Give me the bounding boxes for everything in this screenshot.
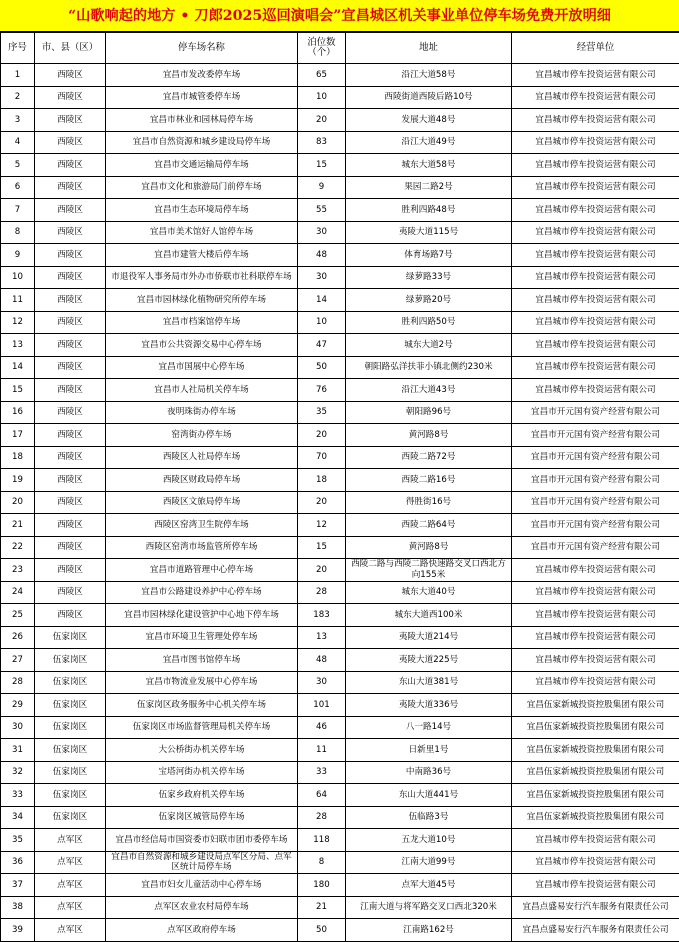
cell-address: 朝阳路96号: [346, 401, 512, 424]
cell-operator: 宜昌城市停车投资运营有限公司: [512, 311, 679, 334]
cell-no: 24: [1, 581, 35, 604]
cell-address: 夷陵大道336号: [346, 694, 512, 717]
table-row: [1, 671, 679, 694]
cell-spaces: 48: [298, 244, 346, 267]
cell-district: 西陵区: [35, 491, 106, 514]
cell-address: 日新里1号: [346, 739, 512, 762]
table-row: [1, 626, 679, 649]
cell-spaces: 20: [298, 109, 346, 132]
cell-name: 宜昌市发改委停车场: [106, 64, 298, 87]
cell-operator: 宜昌城市停车投资运营有限公司: [512, 379, 679, 402]
cell-operator: 宜昌城市停车投资运营有限公司: [512, 874, 679, 897]
cell-name: 宜昌市图书馆停车场: [106, 649, 298, 672]
cell-district: 伍家岗区: [35, 626, 106, 649]
cell-no: 38: [1, 896, 35, 919]
table-row: [1, 739, 679, 762]
table-body: [1, 64, 679, 942]
cell-district: 西陵区: [35, 266, 106, 289]
cell-spaces: 180: [298, 874, 346, 897]
cell-address: 黄河路8号: [346, 424, 512, 447]
cell-spaces: 76: [298, 379, 346, 402]
cell-name: 宜昌市物流业发展中心停车场: [106, 671, 298, 694]
cell-operator: 宜昌伍家新城投资控股集团有限公司: [512, 806, 679, 829]
cell-address: 沿江大道43号: [346, 379, 512, 402]
cell-district: 西陵区: [35, 289, 106, 312]
cell-name: 宜昌市公路建设养护中心停车场: [106, 581, 298, 604]
cell-address: 夷陵大道214号: [346, 626, 512, 649]
cell-name: 西陵区窑湾卫生院停车场: [106, 514, 298, 537]
header-operator: 经营单位: [512, 33, 679, 64]
cell-spaces: 8: [298, 851, 346, 874]
cell-operator: 宜昌市开元国有资产经营有限公司: [512, 424, 679, 447]
cell-name: 点军区政府停车场: [106, 919, 298, 942]
table-row: [1, 604, 679, 627]
table-row: [1, 401, 679, 424]
cell-spaces: 101: [298, 694, 346, 717]
cell-name: 宜昌市林业和园林局停车场: [106, 109, 298, 132]
cell-address: 城东大道40号: [346, 581, 512, 604]
table-row: [1, 806, 679, 829]
cell-operator: 宜昌城市停车投资运营有限公司: [512, 176, 679, 199]
table-row: [1, 514, 679, 537]
header-no: 序号: [1, 33, 35, 64]
table-row: [1, 491, 679, 514]
cell-district: 西陵区: [35, 514, 106, 537]
cell-address: 东山大道381号: [346, 671, 512, 694]
table-row: [1, 86, 679, 109]
cell-no: 35: [1, 829, 35, 852]
cell-operator: 宜昌城市停车投资运营有限公司: [512, 829, 679, 852]
cell-name: 宜昌市环境卫生管理处停车场: [106, 626, 298, 649]
header-name: 停车场名称: [106, 33, 298, 64]
cell-operator: 宜昌城市停车投资运营有限公司: [512, 131, 679, 154]
cell-name: 宜昌市道路管理中心停车场: [106, 559, 298, 582]
cell-operator: 宜昌市开元国有资产经营有限公司: [512, 514, 679, 537]
cell-address: 伍临路3号: [346, 806, 512, 829]
table-row: [1, 356, 679, 379]
cell-address: 东山大道441号: [346, 784, 512, 807]
table-header-row: [1, 33, 679, 64]
cell-name: 宜昌市妇女儿童活动中心停车场: [106, 874, 298, 897]
cell-district: 西陵区: [35, 401, 106, 424]
cell-no: 29: [1, 694, 35, 717]
cell-district: 西陵区: [35, 154, 106, 177]
cell-spaces: 46: [298, 716, 346, 739]
parking-table: [0, 32, 679, 942]
cell-no: 9: [1, 244, 35, 267]
cell-name: 宜昌市园林绿化建设管护中心地下停车场: [106, 604, 298, 627]
cell-district: 伍家岗区: [35, 694, 106, 717]
cell-name: 宜昌市国展中心停车场: [106, 356, 298, 379]
cell-operator: 宜昌城市停车投资运营有限公司: [512, 64, 679, 87]
cell-no: 15: [1, 379, 35, 402]
cell-spaces: 18: [298, 469, 346, 492]
cell-address: 城东大道58号: [346, 154, 512, 177]
cell-name: 宜昌市美术馆好人馆停车场: [106, 221, 298, 244]
cell-no: 18: [1, 446, 35, 469]
cell-name: 宜昌市自然资源和城乡建设局停车场: [106, 131, 298, 154]
cell-name: 宜昌市人社局机关停车场: [106, 379, 298, 402]
table-row: [1, 289, 679, 312]
cell-operator: 宜昌市开元国有资产经营有限公司: [512, 491, 679, 514]
table-row: [1, 851, 679, 874]
cell-spaces: 13: [298, 626, 346, 649]
cell-address: 五龙大道10号: [346, 829, 512, 852]
cell-no: 32: [1, 761, 35, 784]
table-row: [1, 131, 679, 154]
table-row: [1, 784, 679, 807]
cell-spaces: 118: [298, 829, 346, 852]
cell-name: 宜昌市公共资源交易中心停车场: [106, 334, 298, 357]
cell-name: 宜昌市城管委停车场: [106, 86, 298, 109]
cell-no: 33: [1, 784, 35, 807]
cell-spaces: 83: [298, 131, 346, 154]
cell-no: 19: [1, 469, 35, 492]
cell-name: 市退役军人事务局市外办市侨联市社科联停车场: [106, 266, 298, 289]
table-row: [1, 716, 679, 739]
cell-no: 6: [1, 176, 35, 199]
cell-spaces: 47: [298, 334, 346, 357]
cell-no: 8: [1, 221, 35, 244]
cell-no: 36: [1, 851, 35, 874]
cell-spaces: 30: [298, 266, 346, 289]
cell-name: 窑湾街办停车场: [106, 424, 298, 447]
cell-district: 西陵区: [35, 536, 106, 559]
table-row: [1, 311, 679, 334]
cell-no: 20: [1, 491, 35, 514]
cell-operator: 宜昌城市停车投资运营有限公司: [512, 581, 679, 604]
cell-spaces: 21: [298, 896, 346, 919]
cell-operator: 宜昌城市停车投资运营有限公司: [512, 221, 679, 244]
cell-address: 沿江大道49号: [346, 131, 512, 154]
table-row: [1, 244, 679, 267]
table-row: [1, 154, 679, 177]
cell-spaces: 20: [298, 424, 346, 447]
cell-no: 21: [1, 514, 35, 537]
cell-address: 江南路162号: [346, 919, 512, 942]
cell-address: 沿江大道58号: [346, 64, 512, 87]
cell-no: 26: [1, 626, 35, 649]
cell-spaces: 20: [298, 491, 346, 514]
header-address: 地址: [346, 33, 512, 64]
cell-district: 西陵区: [35, 199, 106, 222]
cell-district: 伍家岗区: [35, 649, 106, 672]
cell-operator: 宜昌城市停车投资运营有限公司: [512, 334, 679, 357]
cell-spaces: 64: [298, 784, 346, 807]
cell-spaces: 33: [298, 761, 346, 784]
cell-operator: 宜昌城市停车投资运营有限公司: [512, 289, 679, 312]
cell-operator: 宜昌城市停车投资运营有限公司: [512, 244, 679, 267]
cell-district: 西陵区: [35, 446, 106, 469]
page-title: “山歌响起的地方 • 刀郎2025巡回演唱会”宜昌城区机关事业单位停车场免费开放明细: [0, 0, 679, 32]
cell-address: 西陵街道西陵后路10号: [346, 86, 512, 109]
cell-district: 点军区: [35, 829, 106, 852]
cell-name: 大公桥街办机关停车场: [106, 739, 298, 762]
table-row: [1, 761, 679, 784]
table-row: [1, 896, 679, 919]
cell-no: 28: [1, 671, 35, 694]
cell-no: 12: [1, 311, 35, 334]
cell-district: 伍家岗区: [35, 716, 106, 739]
cell-no: 11: [1, 289, 35, 312]
cell-district: 西陵区: [35, 86, 106, 109]
cell-district: 点军区: [35, 919, 106, 942]
cell-district: 西陵区: [35, 109, 106, 132]
cell-address: 西陵二路72号: [346, 446, 512, 469]
cell-operator: 宜昌市开元国有资产经营有限公司: [512, 401, 679, 424]
cell-name: 伍家岗区政务服务中心机关停车场: [106, 694, 298, 717]
cell-spaces: 50: [298, 356, 346, 379]
cell-name: 宜昌市园林绿化植物研究所停车场: [106, 289, 298, 312]
cell-spaces: 15: [298, 536, 346, 559]
cell-operator: 宜昌点盛易安行汽车服务有限责任公司: [512, 919, 679, 942]
cell-district: 伍家岗区: [35, 784, 106, 807]
cell-spaces: 70: [298, 446, 346, 469]
cell-operator: 宜昌城市停车投资运营有限公司: [512, 604, 679, 627]
cell-district: 西陵区: [35, 581, 106, 604]
cell-no: 7: [1, 199, 35, 222]
cell-operator: 宜昌伍家新城投资控股集团有限公司: [512, 761, 679, 784]
cell-operator: 宜昌市开元国有资产经营有限公司: [512, 536, 679, 559]
cell-operator: 宜昌城市停车投资运营有限公司: [512, 356, 679, 379]
cell-operator: 宜昌城市停车投资运营有限公司: [512, 154, 679, 177]
cell-district: 点军区: [35, 874, 106, 897]
cell-operator: 宜昌城市停车投资运营有限公司: [512, 86, 679, 109]
cell-no: 2: [1, 86, 35, 109]
cell-address: 绿萝路33号: [346, 266, 512, 289]
cell-operator: 宜昌伍家新城投资控股集团有限公司: [512, 739, 679, 762]
cell-no: 37: [1, 874, 35, 897]
cell-spaces: 30: [298, 221, 346, 244]
cell-spaces: 15: [298, 154, 346, 177]
table-row: [1, 199, 679, 222]
cell-operator: 宜昌伍家新城投资控股集团有限公司: [512, 694, 679, 717]
cell-address: 夷陵大道115号: [346, 221, 512, 244]
cell-name: 夜明珠街办停车场: [106, 401, 298, 424]
cell-address: 胜利四路48号: [346, 199, 512, 222]
cell-no: 1: [1, 64, 35, 87]
cell-spaces: 65: [298, 64, 346, 87]
cell-address: 八一路14号: [346, 716, 512, 739]
table-row: [1, 176, 679, 199]
table-row: [1, 559, 679, 582]
table-row: [1, 334, 679, 357]
cell-district: 西陵区: [35, 424, 106, 447]
cell-district: 西陵区: [35, 334, 106, 357]
header-district: 市、县（区）: [35, 33, 106, 64]
cell-district: 点军区: [35, 896, 106, 919]
cell-operator: 宜昌城市停车投资运营有限公司: [512, 851, 679, 874]
cell-no: 34: [1, 806, 35, 829]
cell-operator: 宜昌伍家新城投资控股集团有限公司: [512, 716, 679, 739]
cell-operator: 宜昌城市停车投资运营有限公司: [512, 671, 679, 694]
cell-district: 伍家岗区: [35, 739, 106, 762]
cell-operator: 宜昌城市停车投资运营有限公司: [512, 626, 679, 649]
cell-no: 17: [1, 424, 35, 447]
cell-district: 西陵区: [35, 356, 106, 379]
cell-address: 发展大道48号: [346, 109, 512, 132]
cell-address: 果园二路2号: [346, 176, 512, 199]
cell-operator: 宜昌城市停车投资运营有限公司: [512, 559, 679, 582]
cell-spaces: 30: [298, 671, 346, 694]
cell-address: 点军大道45号: [346, 874, 512, 897]
cell-address: 城东大道西100米: [346, 604, 512, 627]
cell-address: 西陵二路16号: [346, 469, 512, 492]
cell-no: 25: [1, 604, 35, 627]
cell-name: 西陵区文旅局停车场: [106, 491, 298, 514]
table-row: [1, 469, 679, 492]
cell-address: 西陵二路与西陵二路快速路交叉口西北方向155米: [346, 559, 512, 582]
cell-district: 西陵区: [35, 64, 106, 87]
table-row: [1, 221, 679, 244]
header-spaces: 泊位数（个）: [298, 33, 346, 64]
table-row: [1, 266, 679, 289]
cell-spaces: 20: [298, 559, 346, 582]
cell-address: 中南路36号: [346, 761, 512, 784]
cell-name: 伍家岗区城管局停车场: [106, 806, 298, 829]
cell-spaces: 35: [298, 401, 346, 424]
cell-district: 西陵区: [35, 604, 106, 627]
cell-address: 得胜街16号: [346, 491, 512, 514]
table-row: [1, 379, 679, 402]
cell-address: 城东大道2号: [346, 334, 512, 357]
cell-district: 西陵区: [35, 559, 106, 582]
table-row: [1, 536, 679, 559]
cell-no: 14: [1, 356, 35, 379]
cell-spaces: 11: [298, 739, 346, 762]
cell-operator: 宜昌城市停车投资运营有限公司: [512, 266, 679, 289]
cell-name: 伍家乡政府机关停车场: [106, 784, 298, 807]
cell-name: 西陵区人社局停车场: [106, 446, 298, 469]
cell-operator: 宜昌城市停车投资运营有限公司: [512, 109, 679, 132]
cell-name: 西陵区财政局停车场: [106, 469, 298, 492]
cell-district: 西陵区: [35, 176, 106, 199]
cell-operator: 宜昌市开元国有资产经营有限公司: [512, 446, 679, 469]
table-row: [1, 64, 679, 87]
cell-no: 31: [1, 739, 35, 762]
cell-address: 朝阳路弘洋扶菲小镇北侧约230米: [346, 356, 512, 379]
cell-name: 宜昌市自然资源和城乡建设局点军区分局、点军区统计局停车场: [106, 851, 298, 874]
cell-no: 3: [1, 109, 35, 132]
cell-spaces: 10: [298, 311, 346, 334]
cell-name: 伍家岗区市场监督管理局机关停车场: [106, 716, 298, 739]
cell-operator: 宜昌点盛易安行汽车服务有限责任公司: [512, 896, 679, 919]
cell-address: 胜利四路50号: [346, 311, 512, 334]
cell-spaces: 28: [298, 581, 346, 604]
table-row: [1, 874, 679, 897]
table-row: [1, 424, 679, 447]
cell-spaces: 28: [298, 806, 346, 829]
table-row: [1, 581, 679, 604]
cell-name: 宜昌市建管大楼后停车场: [106, 244, 298, 267]
cell-name: 宝塔河街办机关停车场: [106, 761, 298, 784]
cell-district: 西陵区: [35, 221, 106, 244]
cell-spaces: 50: [298, 919, 346, 942]
cell-district: 伍家岗区: [35, 671, 106, 694]
cell-no: 22: [1, 536, 35, 559]
cell-address: 夷陵大道225号: [346, 649, 512, 672]
cell-name: 宜昌市经信局市国资委市妇联市团市委停车场: [106, 829, 298, 852]
cell-no: 23: [1, 559, 35, 582]
cell-spaces: 10: [298, 86, 346, 109]
cell-district: 伍家岗区: [35, 761, 106, 784]
cell-spaces: 48: [298, 649, 346, 672]
cell-no: 39: [1, 919, 35, 942]
cell-operator: 宜昌市开元国有资产经营有限公司: [512, 469, 679, 492]
cell-address: 绿萝路20号: [346, 289, 512, 312]
cell-address: 黄河路8号: [346, 536, 512, 559]
cell-district: 西陵区: [35, 244, 106, 267]
cell-district: 西陵区: [35, 379, 106, 402]
table-row: [1, 829, 679, 852]
cell-spaces: 55: [298, 199, 346, 222]
cell-district: 点军区: [35, 851, 106, 874]
cell-name: 西陵区窑湾市场监管所停车场: [106, 536, 298, 559]
cell-name: 宜昌市交通运输局停车场: [106, 154, 298, 177]
cell-no: 30: [1, 716, 35, 739]
cell-spaces: 12: [298, 514, 346, 537]
cell-spaces: 14: [298, 289, 346, 312]
cell-operator: 宜昌城市停车投资运营有限公司: [512, 199, 679, 222]
cell-name: 点军区农业农村局停车场: [106, 896, 298, 919]
cell-spaces: 9: [298, 176, 346, 199]
cell-no: 16: [1, 401, 35, 424]
cell-address: 体育场路7号: [346, 244, 512, 267]
cell-name: 宜昌市生态环境局停车场: [106, 199, 298, 222]
cell-no: 5: [1, 154, 35, 177]
table-row: [1, 446, 679, 469]
cell-no: 4: [1, 131, 35, 154]
table-row: [1, 694, 679, 717]
cell-address: 江南大道与将军路交叉口西北320米: [346, 896, 512, 919]
cell-operator: 宜昌城市停车投资运营有限公司: [512, 649, 679, 672]
cell-operator: 宜昌伍家新城投资控股集团有限公司: [512, 784, 679, 807]
table-row: [1, 649, 679, 672]
cell-name: 宜昌市文化和旅游局门前停车场: [106, 176, 298, 199]
cell-no: 13: [1, 334, 35, 357]
cell-district: 西陵区: [35, 311, 106, 334]
cell-district: 伍家岗区: [35, 806, 106, 829]
cell-no: 27: [1, 649, 35, 672]
cell-address: 江南大道99号: [346, 851, 512, 874]
cell-district: 西陵区: [35, 469, 106, 492]
cell-address: 西陵二路64号: [346, 514, 512, 537]
cell-no: 10: [1, 266, 35, 289]
table-row: [1, 109, 679, 132]
cell-spaces: 183: [298, 604, 346, 627]
cell-name: 宜昌市档案馆停车场: [106, 311, 298, 334]
cell-district: 西陵区: [35, 131, 106, 154]
